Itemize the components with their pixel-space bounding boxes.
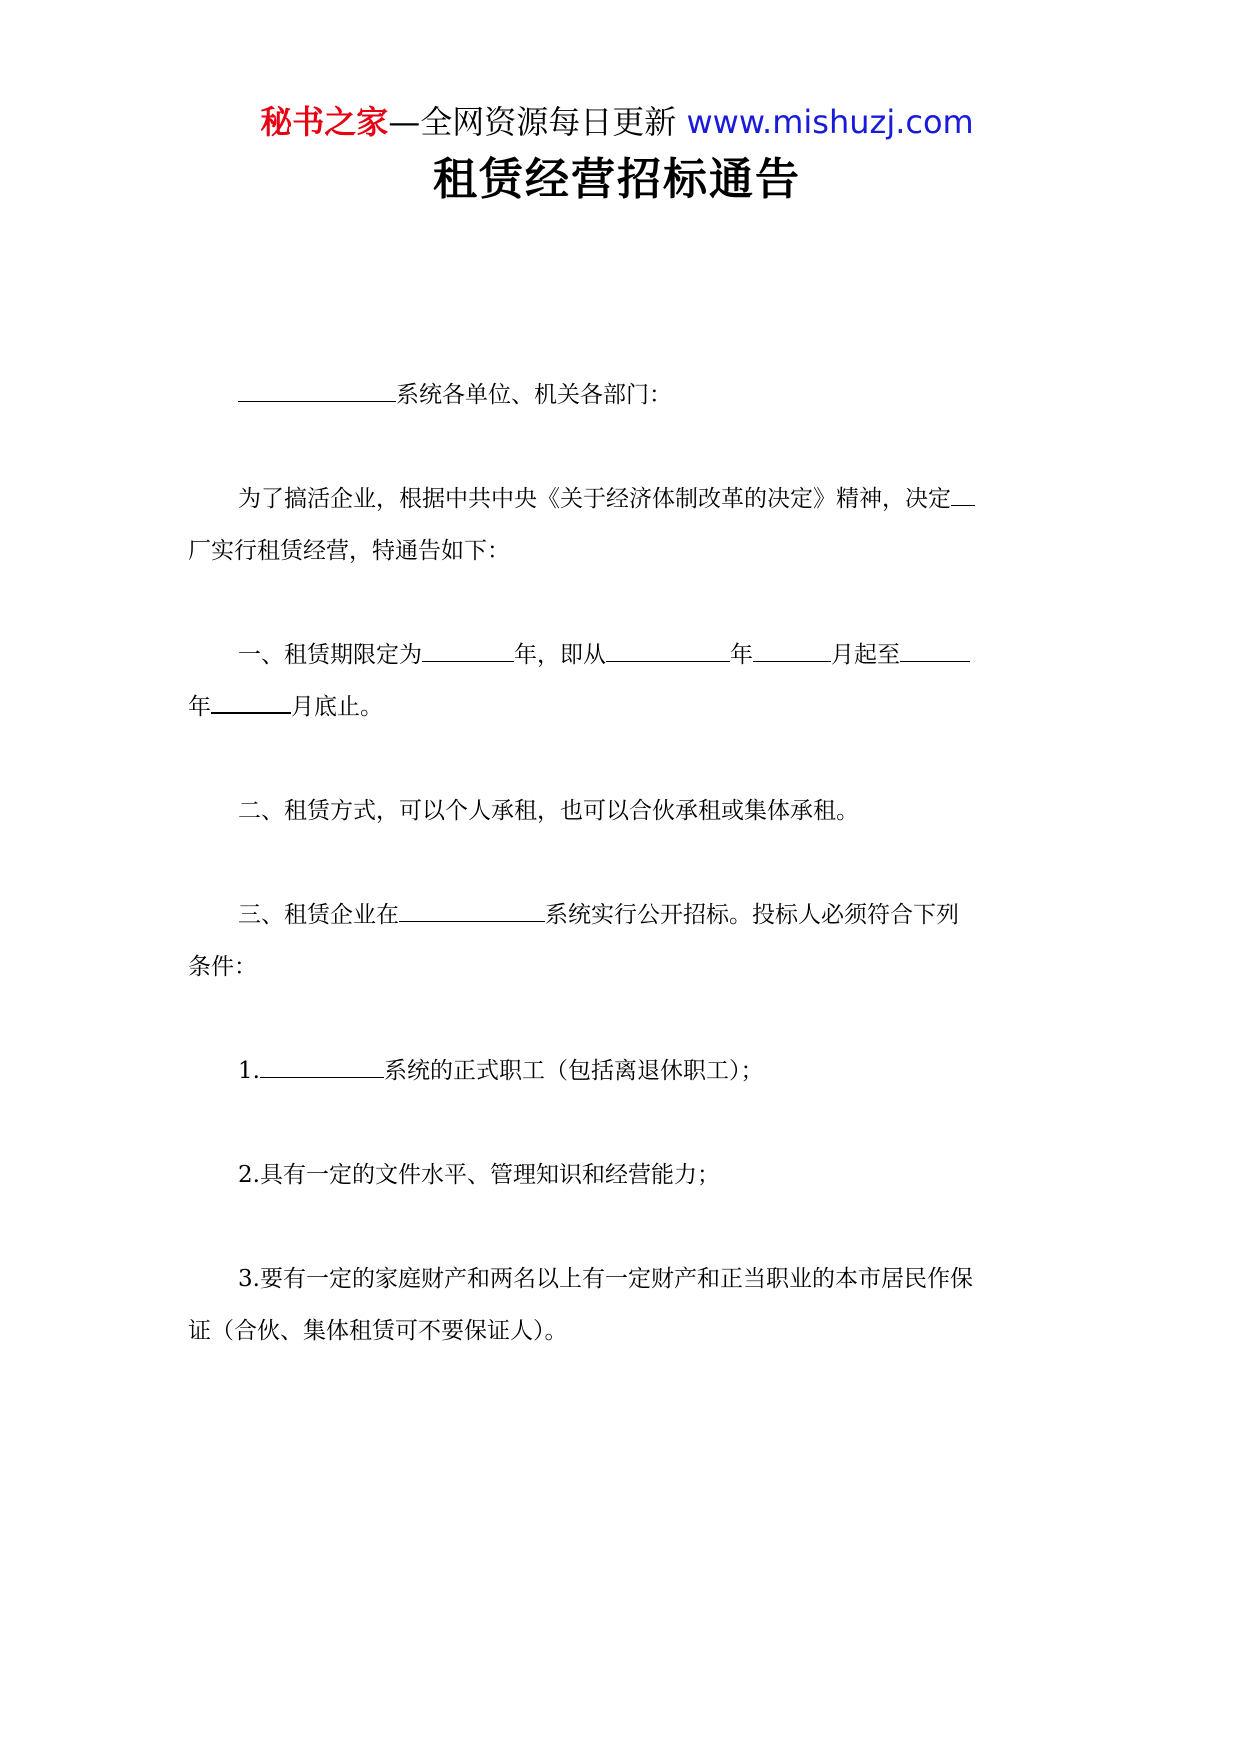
condition-3-text-2: 证（合伙、集体租赁可不要保证人）。 — [188, 1318, 568, 1344]
brand-name: 秘书之家 — [260, 103, 389, 141]
item-3-line-2 — [188, 938, 1044, 996]
item-1-text: 月起至 — [831, 642, 900, 668]
blank-field — [238, 381, 396, 402]
condition-3-line-2 — [188, 1302, 1044, 1360]
condition-3-text-1: 3.要有一定的家庭财产和两名以上有一定财产和正当职业的本市居民作保 — [238, 1266, 973, 1292]
condition-1-line — [238, 1042, 1094, 1100]
site-url-link[interactable]: www.mishuzj.com — [686, 103, 974, 141]
condition-3-line-1 — [238, 1250, 1094, 1308]
blank-field — [606, 641, 730, 662]
item-1-text: 年 — [188, 694, 211, 720]
banner-slogan: —全网资源每日更新 — [388, 103, 677, 141]
blank-field — [260, 1057, 384, 1078]
blank-field — [399, 901, 545, 922]
addressee-text: 系统各单位、机关各部门： — [396, 382, 672, 408]
condition-2-text: 2.具有一定的文件水平、管理知识和经营能力； — [238, 1162, 720, 1188]
condition-2-line — [238, 1146, 1094, 1204]
item-1-text: 月底止。 — [291, 694, 383, 720]
document-title: 租赁经营招标通告 — [433, 154, 801, 205]
item-3-text: 系统实行公开招标。投标人必须符合下列 — [545, 902, 959, 928]
item-1-line-2 — [188, 678, 1044, 736]
item-1-line-1 — [238, 626, 1094, 684]
blank-field — [951, 485, 975, 506]
blank-field — [422, 641, 514, 662]
item-1-text: 一、租赁期限定为 — [238, 642, 422, 668]
item-1-text: 年 — [730, 642, 753, 668]
intro-text-1: 为了搞活企业，根据中共中央《关于经济体制改革的决定》精神，决定 — [238, 486, 951, 512]
item-3-text: 条件： — [188, 954, 257, 980]
item-2-text: 二、租赁方式，可以个人承租，也可以合伙承租或集体承租。 — [238, 798, 859, 824]
blank-field — [753, 641, 831, 662]
intro-line-1 — [238, 470, 1094, 528]
item-1-text: 年，即从 — [514, 642, 606, 668]
intro-text-2: 厂实行租赁经营，特通告如下： — [188, 538, 510, 564]
item-3-line-1 — [238, 886, 1094, 944]
blank-field — [211, 692, 291, 714]
condition-1-number: 1. — [238, 1058, 260, 1084]
addressee-line — [238, 366, 1094, 424]
item-3-text: 三、租赁企业在 — [238, 902, 399, 928]
item-2-line — [238, 782, 1094, 840]
intro-line-2 — [188, 522, 1044, 580]
condition-1-text: 系统的正式职工（包括离退休职工）； — [383, 1058, 764, 1084]
site-banner — [0, 102, 1234, 142]
blank-field — [900, 641, 970, 662]
